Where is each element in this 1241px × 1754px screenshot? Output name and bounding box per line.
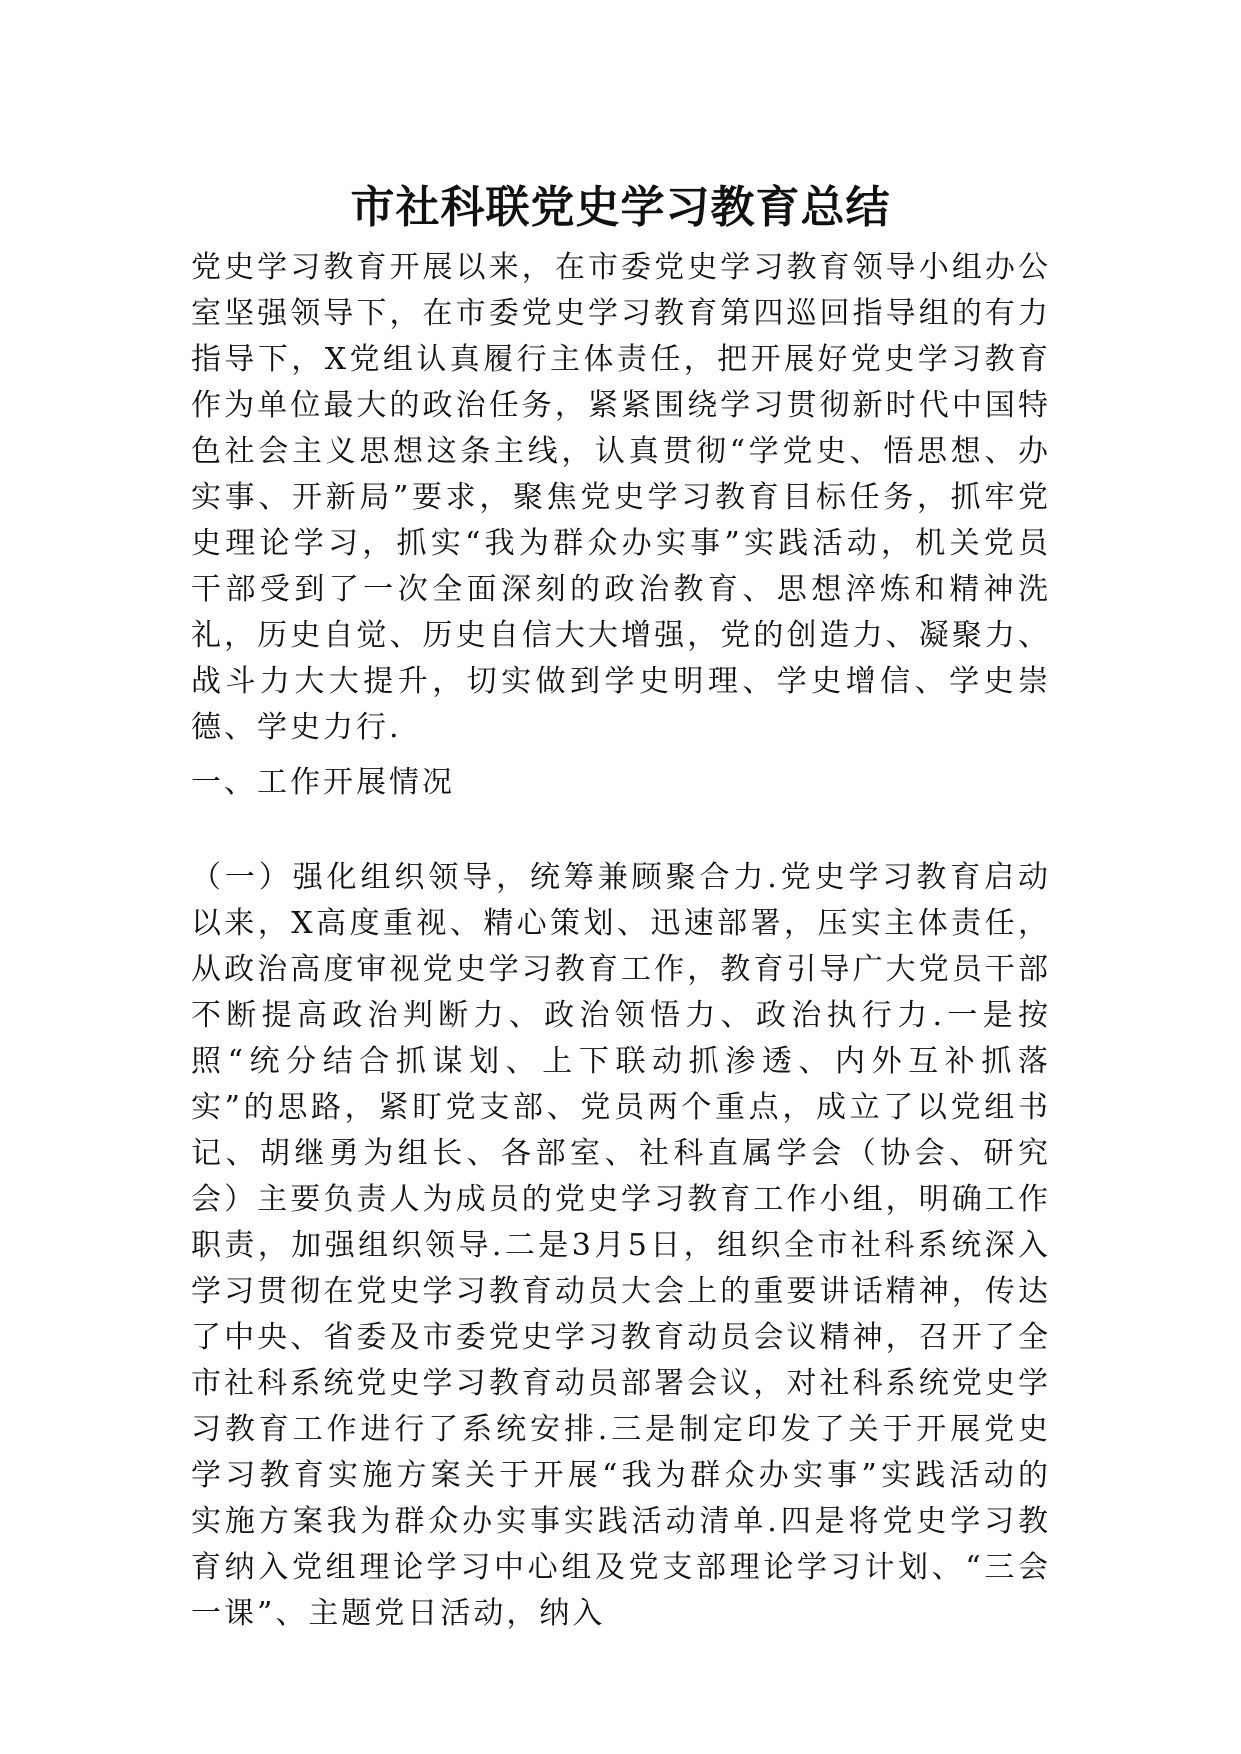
section-paragraph: （一）强化组织领导，统筹兼顾聚合力.党史学习教育启动以来，X高度重视、精心策划、迅速部署，压实主体责任，从政治高度审视党史学习教育工作，教育引导广大党员干部不断提高政治判断力、政治领悟力、政治执行力.一是按照“统分结合抓谋划、上下联动抓渗透、内外互补抓落实”的思路，紧盯党支部、党员两个重点，成立了以党组书记、胡继勇为组长、各部室、社科直属学会（协会、研究会）主要负责人为成员的党史学习教育工作小组，明确工作职责，加强组织领导.二是3月5日，组织全市社科系统深入学习贯彻在党史学习教育动员大会上的重要讲话精神，传达了中央、省委及市委党史学习教育动员会议精神，召开了全市社科系统党史学习教育动员部署会议，对社科系统党史学习教育工作进行了系统安排.三是制定印发了关于开展党史学习教育实施方案关于开展“我为群众办实事”实践活动的实施方案我为群众办实事实践活动清单.四是将党史学习教育纳入党组理论学习中心组及党支部理论学习计划、“三会一课”、主题党日活动，纳入 bbox=[191, 860, 1051, 1631]
section-heading: 一、工作开展情况 bbox=[191, 765, 455, 800]
document-title: 市社科联党史学习教育总结 bbox=[350, 182, 891, 233]
intro-paragraph: 党史学习教育开展以来，在市委党史学习教育领导小组办公室坚强领导下，在市委党史学习教育第四巡回指导组的有力指导下，X党组认真履行主体责任，把开展好党史学习教育作为单位最大的政治任务，紧紧围绕学习贯彻新时代中国特色社会主义思想这条主线，认真贯彻“学党史、悟思想、办实事、开新局”要求，聚焦党史学习教育目标任务，抓牢党史理论学习，抓实“我为群众办实事”实践活动，机关党员干部受到了一次全面深刻的政治教育、思想淬炼和精神洗礼，历史自觉、历史自信大大增强，党的创造力、凝聚力、战斗力大大提升，切实做到学史明理、学史增信、学史崇德、学史力行. bbox=[191, 250, 1051, 745]
